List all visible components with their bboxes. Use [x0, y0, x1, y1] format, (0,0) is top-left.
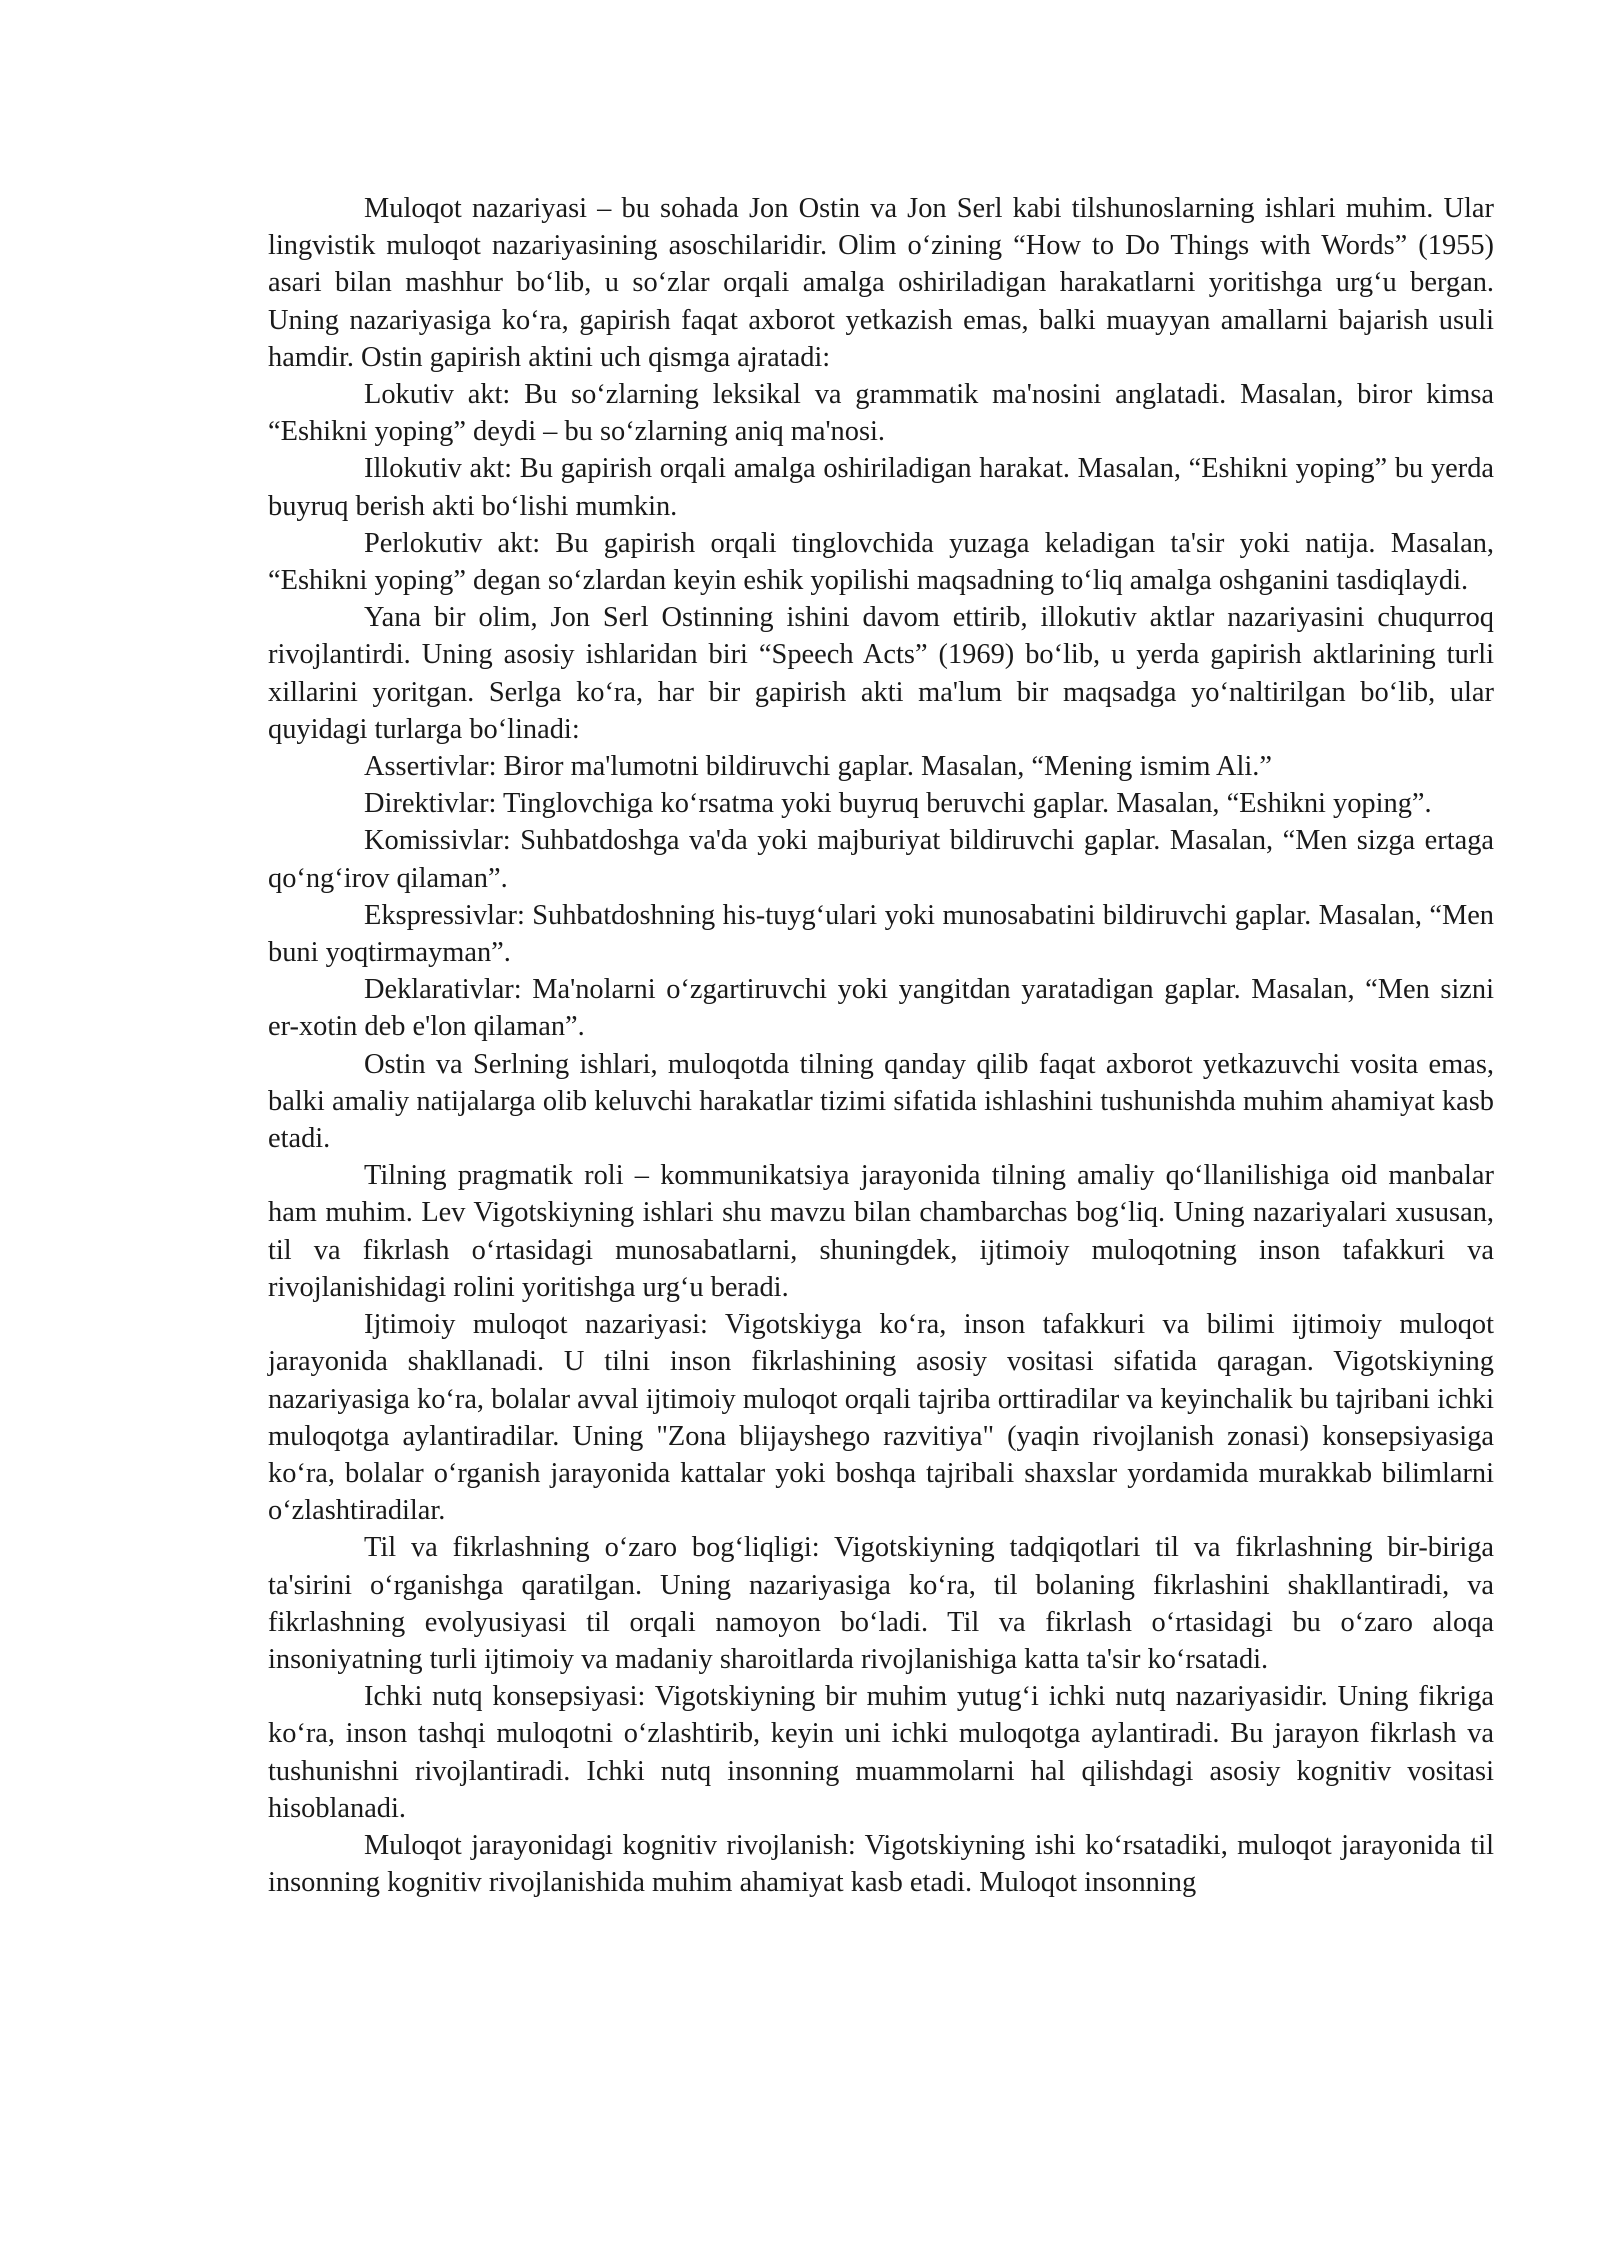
paragraph-pragmatik-rol: Tilning pragmatik roli – kommunikatsiya jarayonida tilning amaliy qo‘llanilishiga oid manbalar ham muhim. Lev Vigotskiyning ishlari shu mavzu bilan chambarchas bog‘liq. Uning nazariyalari xususan, til va fikrlash o‘rtasidagi munosabatlarni, shuningdek, ijtimoiy muloqotning inson tafakkuri va rivojlanishidagi rolini yoritishga urg‘u beradi. — [268, 1160, 1494, 1303]
paragraph-ostin-va-serl: Ostin va Serlning ishlari, muloqotda tilning qanday qilib faqat axborot yetkazuvchi vosita emas, balki amaliy natijalarga olib keluvchi harakatlar tizimi sifatida ishlashini tushunishda muhim ahamiyat kasb etadi. — [268, 1048, 1494, 1155]
paragraph-ekspressivlar: Ekspressivlar: Suhbatdoshning his-tuyg‘ulari yoki munosabatini bildiruvchi gaplar. Masalan, “Men buni yoqtirmayman”. — [268, 899, 1494, 969]
paragraph-til-va-fikrlash: Til va fikrlashning o‘zaro bog‘liqligi: Vigotskiyning tadqiqotlari til va fikrlashning bir-biriga ta'sirini o‘rganishga qaratilgan. Uning nazariyasiga ko‘ra, til bolaning fikrlashini shakllantiradi, va fikrlashning evolyusiyasi til orqali namoyon bo‘ladi. Til va fikrlash o‘rtasidagi bu o‘zaro aloqa insoniyatning turli ijtimoiy va madaniy sharoitlarda rivojlanishiga katta ta'sir ko‘rsatadi. — [268, 1532, 1494, 1675]
paragraph-illokutiv-akt: Illokutiv akt: Bu gapirish orqali amalga oshiriladigan harakat. Masalan, “Eshikni yoping” bu yerda buyruq berish akti bo‘lishi mumkin. — [268, 453, 1494, 522]
paragraph-lokutiv-akt: Lokutiv akt: Bu so‘zlarning leksikal va grammatik ma'nosini anglatadi. Masalan, biror kimsa “Eshikni yoping” deydi – bu so‘zlarning aniq ma'nosi. — [268, 379, 1494, 448]
paragraph-assertivlar: Assertivlar: Biror ma'lumotni bildiruvchi gaplar. Masalan, “Mening ismim Ali.” — [364, 751, 1272, 783]
paragraph-jon-serl: Yana bir olim, Jon Serl Ostinning ishini davom ettirib, illokutiv aktlar nazariyasini chuqurroq rivojlantirdi. Uning asosiy ishlaridan biri “Speech Acts” (1969) bo‘lib, u yerda gapirish aktlarining turli xillarini yoritgan. Serlga ko‘ra, har bir gapirish akti ma'lum bir maqsadga yo‘naltirilgan bo‘lib, ular quyidagi turlarga bo‘linadi: — [268, 602, 1494, 745]
paragraph-direktivlar: Direktivlar: Tinglovchiga ko‘rsatma yoki buyruq beruvchi gaplar. Masalan, “Eshikni yoping”. — [364, 788, 1432, 820]
paragraph-komissivlar: Komissivlar: Suhbatdoshga va'da yoki majburiyat bildiruvchi gaplar. Masalan, “Men sizga ertaga qo‘ng‘irov qilaman”. — [268, 825, 1494, 894]
paragraph-muloqot-nazariyasi: Muloqot nazariyasi – bu sohada Jon Ostin va Jon Serl kabi tilshunoslarning ishlari muhim. Ular lingvistik muloqot nazariyasining asoschilaridir. Olim o‘zining “How to Do Things with Words” (1955) asari bilan mashhur bo‘lib, u so‘zlar orqali amalga oshiriladigan harakatlarni yoritishga urg‘u bergan. Uning nazariyasiga ko‘ra, gapirish faqat axborot yetkazish emas, balki muayyan amallarni bajarish usuli hamdir. Ostin gapirish aktini uch qismga ajratadi: — [268, 193, 1494, 373]
paragraph-perlokutiv-akt: Perlokutiv akt: Bu gapirish orqali tinglovchida yuzaga keladigan ta'sir yoki natija. Masalan, “Eshikni yoping” degan so‘zlardan keyin eshik yopilishi maqsadning to‘liq amalga oshganini tasdiqlaydi. — [268, 527, 1494, 597]
paragraph-kognitiv-rivojlanish: Muloqot jarayonidagi kognitiv rivojlanish: Vigotskiyning ishi ko‘rsatadiki, muloqot jarayonida til insonning kognitiv rivojlanishida muhim ahamiyat kasb etadi. Muloqot insonning — [268, 1829, 1494, 1899]
paragraph-ichki-nutq: Ichki nutq konsepsiyasi: Vigotskiyning bir muhim yutug‘i ichki nutq nazariyasidir. Uning fikriga ko‘ra, inson tashqi muloqotni o‘zlashtirib, keyin uni ichki muloqotga aylantiradi. Bu jarayon fikrlash va tushunishni rivojlantiradi. Ichki nutq insonning muammolarni hal qilishdagi asosiy kognitiv vositasi hisoblanadi. — [268, 1681, 1494, 1824]
paragraph-deklarativlar: Deklarativlar: Ma'nolarni o‘zgartiruvchi yoki yangitdan yaratadigan gaplar. Masalan, “Men sizni er-xotin deb e'lon qilaman”. — [268, 974, 1494, 1043]
document-page — [268, 190, 1494, 1901]
paragraph-ijtimoiy-muloqot: Ijtimoiy muloqot nazariyasi: Vigotskiyga ko‘ra, inson tafakkuri va bilimi ijtimoiy muloqot jarayonida shakllanadi. U tilni inson fikrlashining asosiy vositasi sifatida qaragan. Vigotskiyning nazariyasiga ko‘ra, bolalar avval ijtimoiy muloqot orqali tajriba orttiradilar va keyinchalik bu tajribani ichki muloqotga aylantiradilar. Uning "Zona blijayshego razvitiya" (yaqin rivojlanish zonasi) konsepsiyasiga ko‘ra, bolalar o‘rganish jarayonida kattalar yoki boshqa tajribali shaxslar yordamida murakkab bilimlarni o‘zlashtiradilar. — [268, 1309, 1494, 1527]
